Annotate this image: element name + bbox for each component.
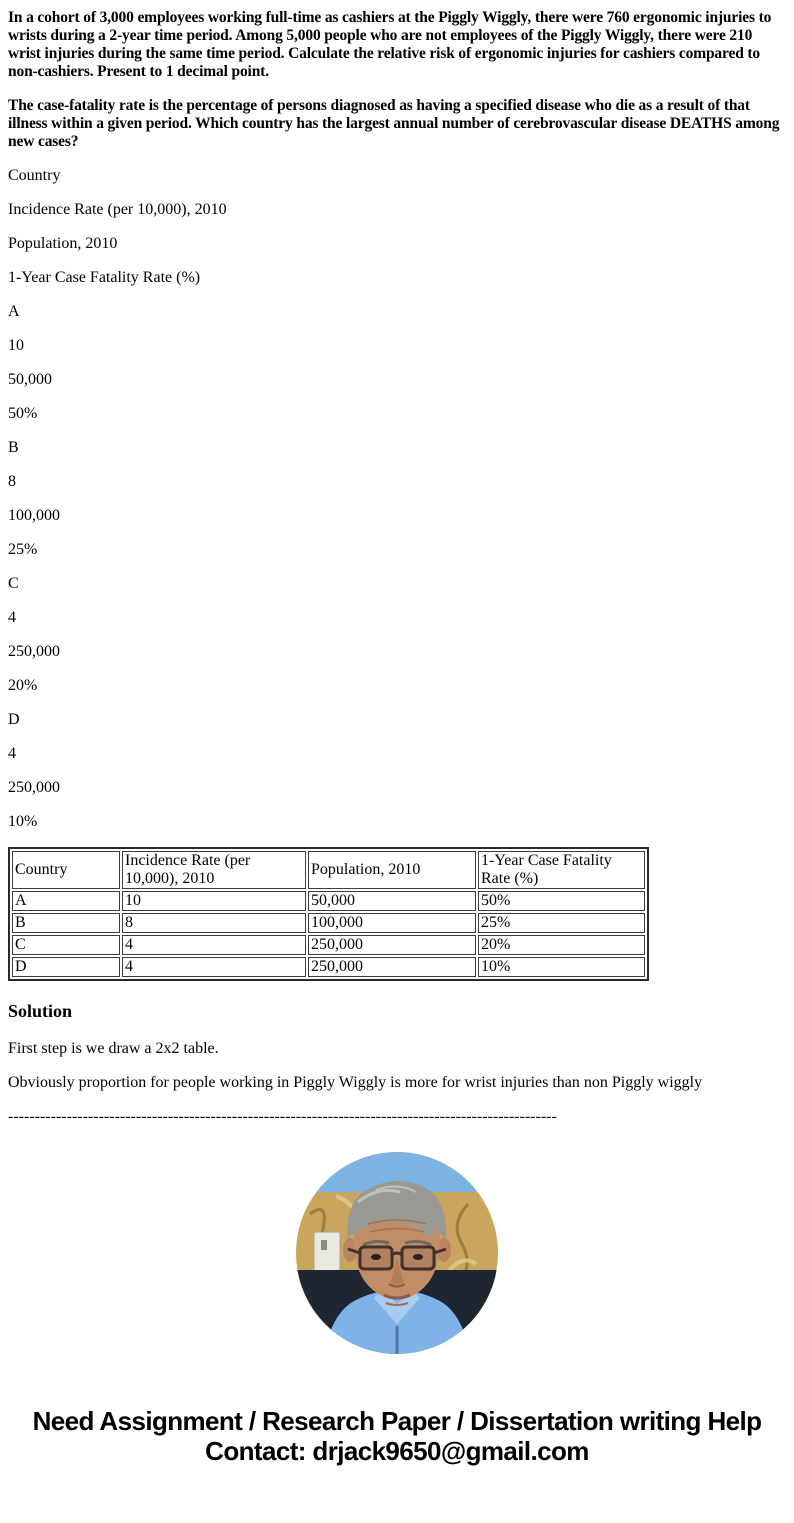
table-cell: 250,000	[308, 957, 476, 977]
list-item: 8	[8, 473, 16, 490]
table-header-row	[12, 851, 645, 889]
list-item: 50%	[8, 405, 38, 422]
table-row	[12, 935, 645, 955]
profile-photo	[296, 1152, 498, 1354]
table-cell: C	[12, 935, 120, 955]
table-cell: 8	[122, 913, 306, 933]
list-item: Country	[8, 167, 61, 184]
footer	[17, 1406, 777, 1466]
table-header-cell: Country	[12, 851, 120, 889]
question-paragraph-1: In a cohort of 3,000 employees working full-time as cashiers at the Piggly Wiggly, there were 760 ergonomic injuries to wrists during a 2-year time period. Among 5,000 people who are not employees of the Piggly Wiggly, there were 210 wrist injuries during the same time period. Calculate the relative risk of ergonomic injuries for cashiers compared to non-cashiers. Present to 1 decimal point.	[8, 9, 772, 80]
list-item: Population, 2010	[8, 235, 118, 252]
table-row	[12, 891, 645, 911]
table-cell: B	[12, 913, 120, 933]
table-cell: 25%	[478, 913, 645, 933]
table-cell: 50%	[478, 891, 645, 911]
list-item: 25%	[8, 541, 38, 558]
list-item: 250,000	[8, 643, 60, 660]
table-cell: 4	[122, 957, 306, 977]
list-item: Incidence Rate (per 10,000), 2010	[8, 201, 227, 218]
solution-heading: Solution	[8, 1001, 73, 1021]
table-header-cell: 1-Year Case Fatality Rate (%)	[478, 851, 645, 889]
list-item: 100,000	[8, 507, 60, 524]
list-item: 10	[8, 337, 24, 354]
dashed-divider: -------------------------------------------------------------------------------------------------------	[8, 1108, 557, 1125]
table-row	[12, 913, 645, 933]
data-table	[8, 847, 649, 981]
footer-help-text: Need Assignment / Research Paper / Dissertation writing Help	[32, 1406, 762, 1436]
table-cell: 20%	[478, 935, 645, 955]
table-header-cell: Population, 2010	[308, 851, 476, 889]
question-value-list	[8, 167, 786, 831]
list-item: 4	[8, 609, 16, 626]
list-item: 250,000	[8, 779, 60, 796]
table-cell: 50,000	[308, 891, 476, 911]
list-item: 4	[8, 745, 16, 762]
footer-contact-text: Contact: drjack9650@gmail.com	[205, 1436, 589, 1466]
list-item: C	[8, 575, 19, 592]
table-cell: 100,000	[308, 913, 476, 933]
table-cell: 4	[122, 935, 306, 955]
table-row	[12, 957, 645, 977]
table-cell: A	[12, 891, 120, 911]
table-cell: 250,000	[308, 935, 476, 955]
table-cell: D	[12, 957, 120, 977]
list-item: 20%	[8, 677, 38, 694]
profile-photo-image	[296, 1152, 498, 1354]
table-cell: 10%	[478, 957, 645, 977]
list-item: 50,000	[8, 371, 52, 388]
list-item: B	[8, 439, 19, 456]
list-item: D	[8, 711, 20, 728]
solution-step-text: First step is we draw a 2x2 table.	[8, 1040, 219, 1057]
list-item: 1-Year Case Fatality Rate (%)	[8, 269, 201, 286]
table-header-cell: Incidence Rate (per 10,000), 2010	[122, 851, 306, 889]
list-item: A	[8, 303, 20, 320]
question-paragraph-2: The case-fatality rate is the percentage of persons diagnosed as having a specified disease who die as a result of that illness within a given period. Which country has the largest annual number of cerebrovascular disease DEATHS among new cases?	[8, 97, 780, 150]
table-cell: 10	[122, 891, 306, 911]
list-item: 10%	[8, 813, 38, 830]
solution-observation-text: Obviously proportion for people working in Piggly Wiggly is more for wrist injuries than non Piggly wiggly	[8, 1074, 703, 1091]
